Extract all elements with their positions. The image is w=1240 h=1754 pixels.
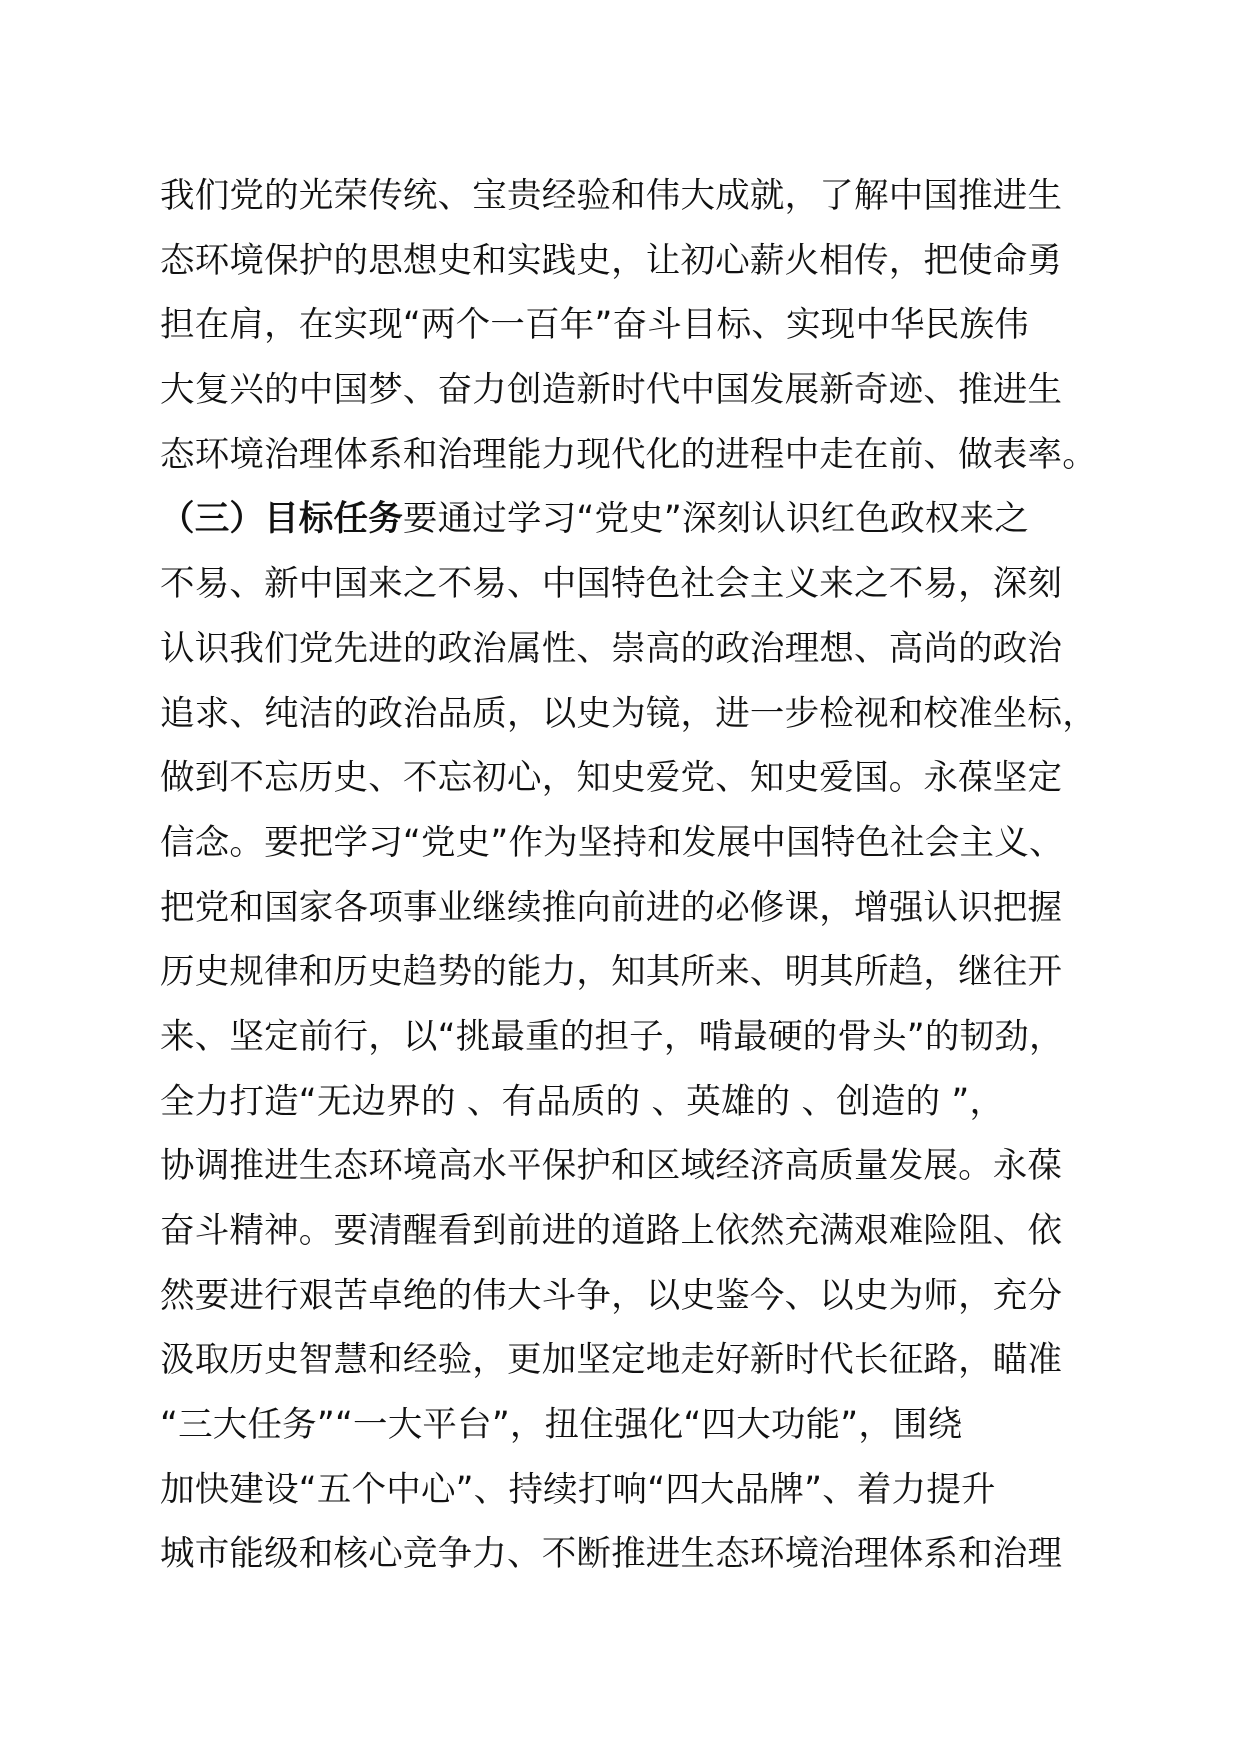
- text-line: 信念。要把学习“党史”作为坚持和发展中国特色社会主义、: [160, 822, 1064, 863]
- text-line: 历史规律和历史趋势的能力，知其所来、明其所趋，继往开: [160, 952, 1063, 993]
- text-line: 大复兴的中国梦、奋力创造新时代中国发展新奇迹、推进生: [160, 370, 1063, 411]
- text-line: 认识我们党先进的政治属性、崇高的政治理想、高尚的政治: [160, 628, 1063, 669]
- text-line: 然要进行艰苦卓绝的伟大斗争，以史鉴今、以史为师，充分: [160, 1275, 1063, 1316]
- text-line: 来、坚定前行，以“挑最重的担子，啃最硬的骨头”的韧劲，: [160, 1016, 1064, 1057]
- text-line: 把党和国家各项事业继续推向前进的必修课，增强认识把握: [160, 887, 1063, 928]
- text-line: 态环境保护的思想史和实践史，让初心薪火相传，把使命勇: [160, 240, 1063, 281]
- text-line: 追求、纯洁的政治品质，以史为镜，进一步检视和校准坐标，: [160, 693, 1097, 734]
- body-text: [160, 164, 1120, 1587]
- text-line: 汲取历史智慧和经验，更加坚定地走好新时代长征路，瞄准: [160, 1340, 1063, 1381]
- text-line: 全力打造“无边界的 、有品质的 、英雄的 、创造的 ”，: [160, 1081, 1005, 1122]
- text-line: 不易、新中国来之不易、中国特色社会主义来之不易，深刻: [160, 564, 1063, 605]
- text-line: 协调推进生态环境高水平保护和区域经济高质量发展。永葆: [160, 1146, 1063, 1187]
- section-heading-line: [160, 487, 1120, 552]
- section-heading: （三）目标任务: [160, 499, 403, 540]
- text-line: 城市能级和核心竞争力、不断推进生态环境治理体系和治理: [160, 1534, 1063, 1575]
- text-line: 态环境治理体系和治理能力现代化的进程中走在前、做表率。: [160, 434, 1097, 475]
- text-line: 我们党的光荣传统、宝贵经验和伟大成就，了解中国推进生: [160, 176, 1063, 216]
- text-line: 加快建设“五个中心”、持续打响“四大品牌”、着力提升: [160, 1469, 996, 1510]
- text-line: 担在肩，在实现“两个一百年”奋斗目标、实现中华民族伟: [160, 305, 1029, 346]
- text-line: 奋斗精神。要清醒看到前进的道路上依然充满艰难险阻、依: [160, 1211, 1063, 1251]
- text-line: “三大任务”“一大平台”，扭住强化“四大功能”，围绕: [160, 1405, 963, 1446]
- text-line: 做到不忘历史、不忘初心，知史爱党、知史爱国。永葆坚定: [160, 758, 1063, 799]
- section-heading-text: 要通过学习“党史”深刻认识红色政权来之: [402, 499, 1029, 540]
